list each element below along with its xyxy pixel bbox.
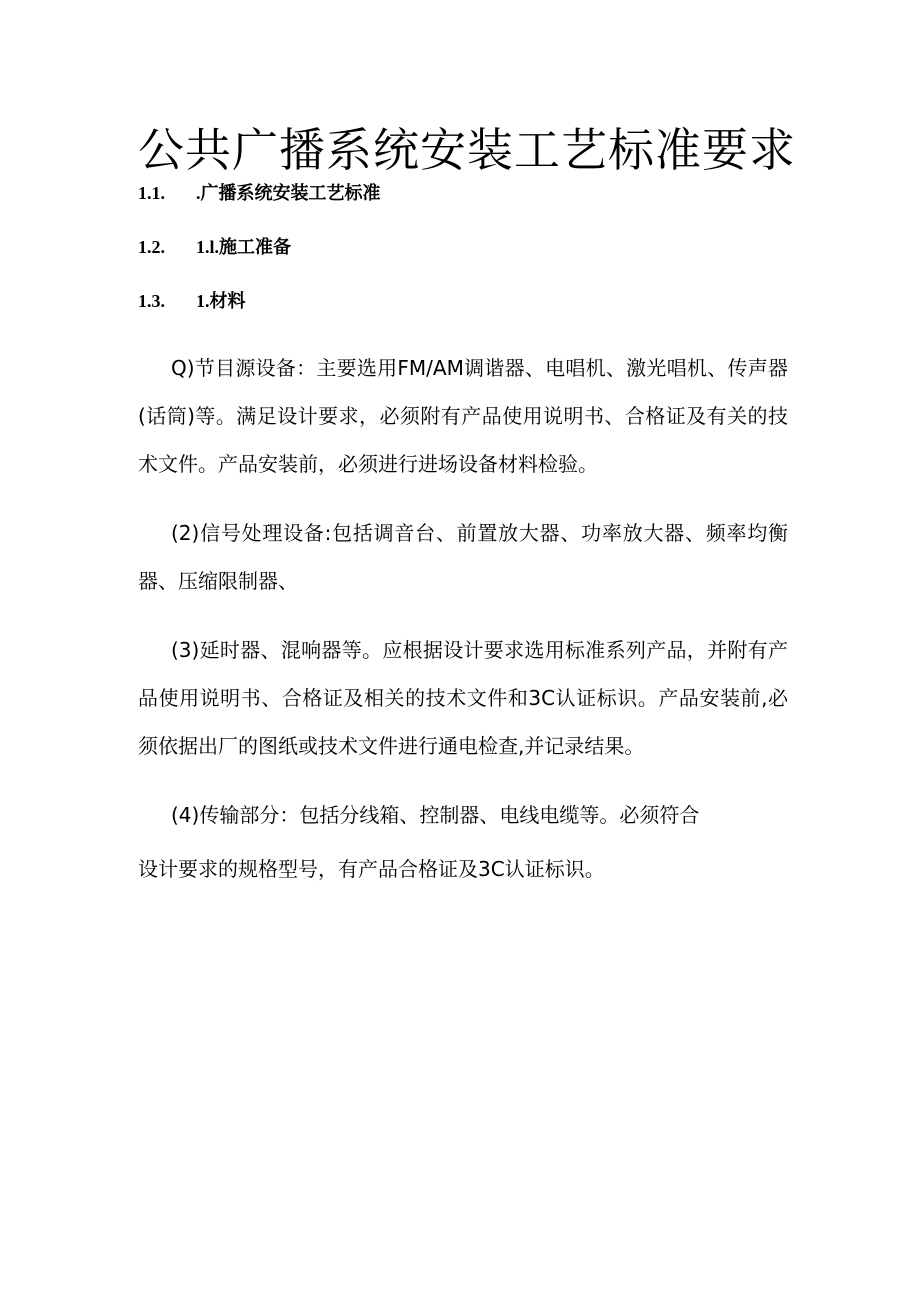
section-number: 1.3. xyxy=(138,291,165,311)
section-heading-text: .广播系统安装工艺标准 xyxy=(196,183,381,203)
section-number: 1.1. xyxy=(138,183,165,203)
section-heading-1-1 xyxy=(138,181,381,206)
paragraph-delay-reverb: (3)延时器、混响器等。应根据设计要求选用标准系列产品，并附有产品使用说明书、合格证及相关的技术文件和3C认证标识。产品安装前,必须依据出厂的图纸或技术文件进行通电检查,并记录结果。 xyxy=(138,638,788,758)
section-number: 1.2. xyxy=(138,237,165,257)
section-heading-text: 1.材料 xyxy=(196,291,246,311)
paragraph-signal-processing: (2)信号处理设备:包括调音台、前置放大器、功率放大器、频率均衡器、压缩限制器、 xyxy=(138,521,788,593)
section-heading-1-2 xyxy=(138,235,291,260)
paragraph-transmission: (4)传输部分：包括分线箱、控制器、电线电缆等。必须符合 xyxy=(171,803,700,827)
document-title: 公共广播系统安装工艺标准要求 xyxy=(138,123,796,177)
paragraph-transmission-continuation: 设计要求的规格型号，有产品合格证及3C认证标识。 xyxy=(138,857,605,881)
section-heading-1-3 xyxy=(138,289,246,314)
paragraph-program-source: Q)节目源设备：主要选用FM/AM调谐器、电唱机、激光唱机、传声器(话筒)等。满足设计要求，必须附有产品使用说明书、合格证及有关的技术文件。产品安装前，必须进行进场设备材料检验。 xyxy=(138,356,788,476)
section-heading-text: 1.l.施工准备 xyxy=(196,237,292,257)
